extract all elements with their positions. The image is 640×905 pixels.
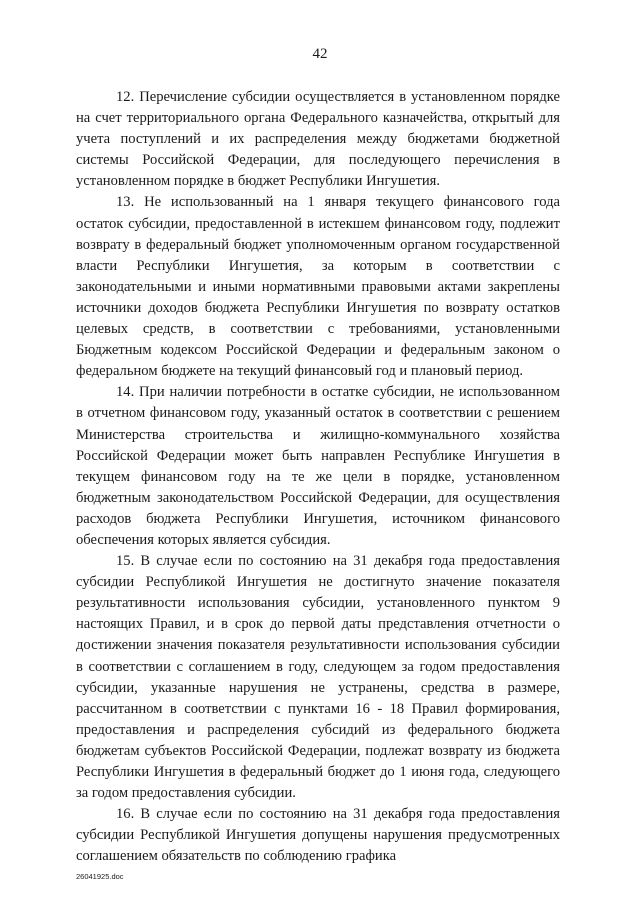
page-number: 42	[312, 46, 328, 62]
document-body	[76, 87, 560, 867]
paragraph-14: 14. При наличии потребности в остатке субсидии, не использованном в отчетном финансовом году, указанный остаток в соответствии с решением Министерства строительства и жилищно-коммунального хозяйства Российской Федерации может быть направлен Республике Ингушетия в текущем финансовом году на те же цели в порядке, установленном бюджетным законодательством Российской Федерации, для осуществления расходов бюджета Республики Ингушетия, источником финансового обеспечения которых является субсидия.	[76, 384, 560, 548]
paragraph-15: 15. В случае если по состоянию на 31 декабря года предоставления субсидии Республикой Ингушетия не достигнуто значение показателя результативности использования субсидии, установленного пунктом 9 настоящих Правил, и в срок до первой даты представления отчетности о достижении значения показателя результативности использования субсидии в соответствии с соглашением в году, следующем за годом предоставления субсидии, указанные нарушения не устранены, средства в размере, рассчитанном в соответствии с пунктами 16 - 18 Правил формирования, предоставления и распределения субсидий из федерального бюджета бюджетам субъектов Российской Федерации, подлежат возврату из бюджета Республики Ингушетия в федеральный бюджет до 1 июня года, следующего за годом предоставления субсидии.	[76, 553, 560, 802]
paragraph-16: 16. В случае если по состоянию на 31 декабря года предоставления субсидии Республикой Ингушетия допущены нарушения предусмотренных соглашением обязательств по соблюдению графика	[76, 806, 560, 865]
document-file-code: 26041925.doc	[76, 872, 124, 881]
paragraph-13: 13. Не использованный на 1 января текущего финансового года остаток субсидии, предоставленной в истекшем финансовом году, подлежит возврату в федеральный бюджет уполномоченным органом государственной власти Республики Ингушетия, за которым в соответствии с законодательными и иными нормативными правовыми актами закреплены источники доходов бюджета Республики Ингушетия по возврату остатков целевых средств, в соответствии с требованиями, установленными Бюджетным кодексом Российской Федерации и федеральным законом о федеральном бюджете на текущий финансовый год и плановый период.	[76, 194, 560, 380]
paragraph-12: 12. Перечисление субсидии осуществляется в установленном порядке на счет территориального органа Федерального казначейства, открытый для учета поступлений и их распределения между бюджетами бюджетной системы Российской Федерации, для последующего перечисления в установленном порядке в бюджет Республики Ингушетия.	[76, 89, 560, 190]
